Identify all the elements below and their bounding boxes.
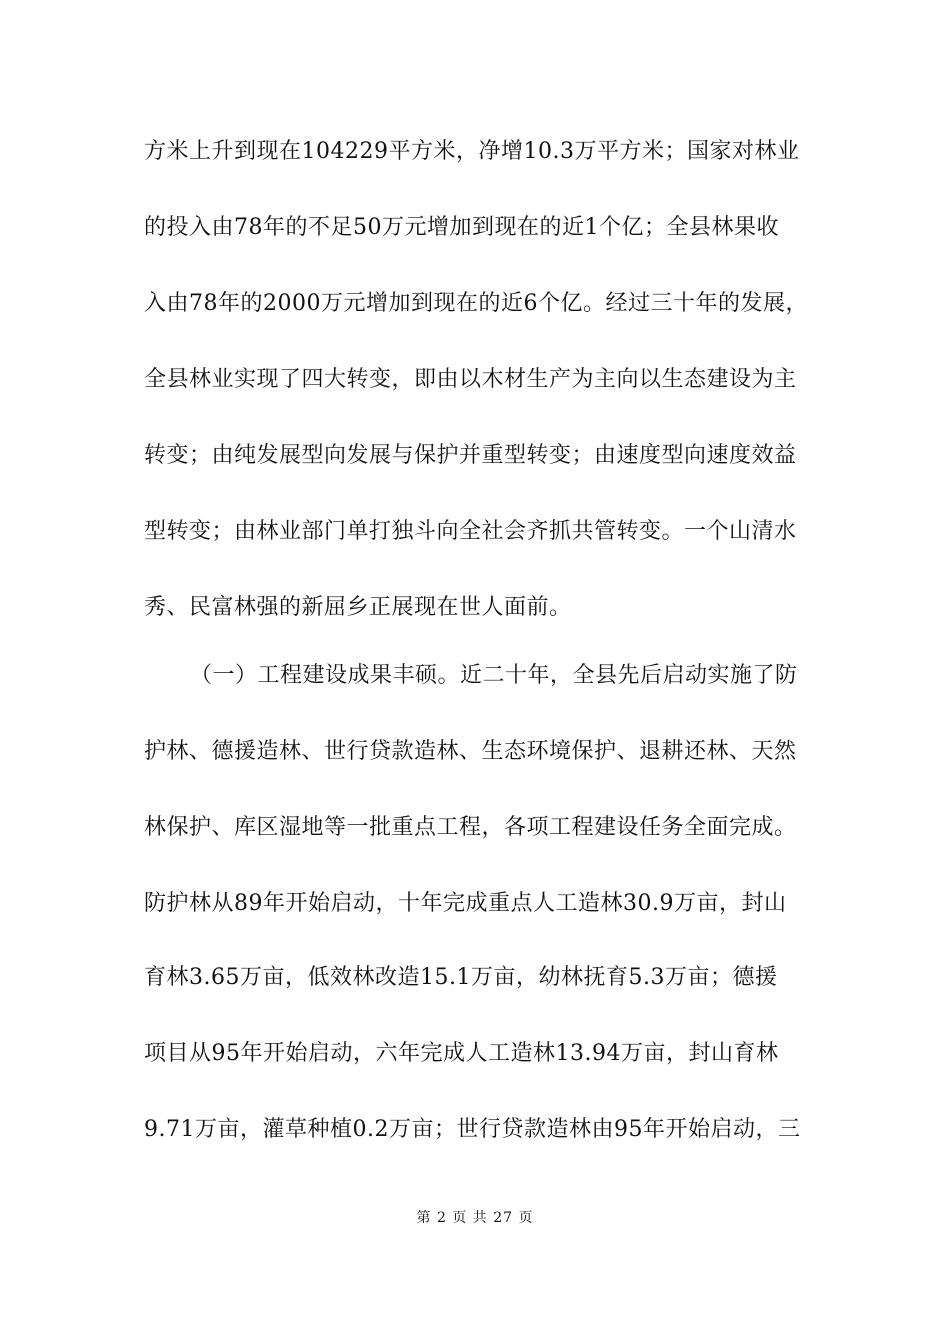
body-text-line: 的投入由78年的不足50万元增加到现在的近1个亿；全县林果收 bbox=[144, 215, 779, 240]
body-text-line: 全县林业实现了四大转变，即由以木材生产为主向以生态建设为主 bbox=[144, 367, 797, 392]
body-text-line: 育林3.65万亩，低效林改造15.1万亩，幼林抚育5.3万亩；德援 bbox=[144, 965, 778, 990]
body-text-line: 防护林从89年开始启动，十年完成重点人工造林30.9万亩，封山 bbox=[144, 891, 787, 916]
body-text-line: 林保护、库区湿地等一批重点工程，各项工程建设任务全面完成。 bbox=[144, 815, 797, 840]
body-text-line: 秀、民富林强的新屈乡正展现在世人面前。 bbox=[144, 595, 572, 620]
section-heading-line: （一）工程建设成果丰硕。近二十年，全县先后启动实施了防 bbox=[190, 663, 798, 688]
body-text-line: 型转变；由林业部门单打独斗向全社会齐抓共管转变。一个山清水 bbox=[144, 519, 797, 544]
body-text-line: 入由78年的2000万元增加到现在的近6个亿。经过三十年的发展， bbox=[144, 291, 808, 316]
page-number-footer: 第 2 页 共 27 页 bbox=[416, 1210, 534, 1226]
body-text-line: 护林、德援造林、世行贷款造林、生态环境保护、退耕还林、天然 bbox=[144, 739, 797, 764]
body-text-line: 转变；由纯发展型向发展与保护并重型转变；由速度型向速度效益 bbox=[144, 443, 797, 468]
body-text-line: 9.71万亩，灌草种植0.2万亩；世行贷款造林由95年开始启动，三 bbox=[144, 1117, 801, 1142]
body-text-line: 项目从95年开始启动，六年完成人工造林13.94万亩，封山育林 bbox=[144, 1041, 779, 1066]
body-text-line: 方米上升到现在104229平方米，净增10.3万平方米；国家对林业 bbox=[144, 139, 800, 164]
